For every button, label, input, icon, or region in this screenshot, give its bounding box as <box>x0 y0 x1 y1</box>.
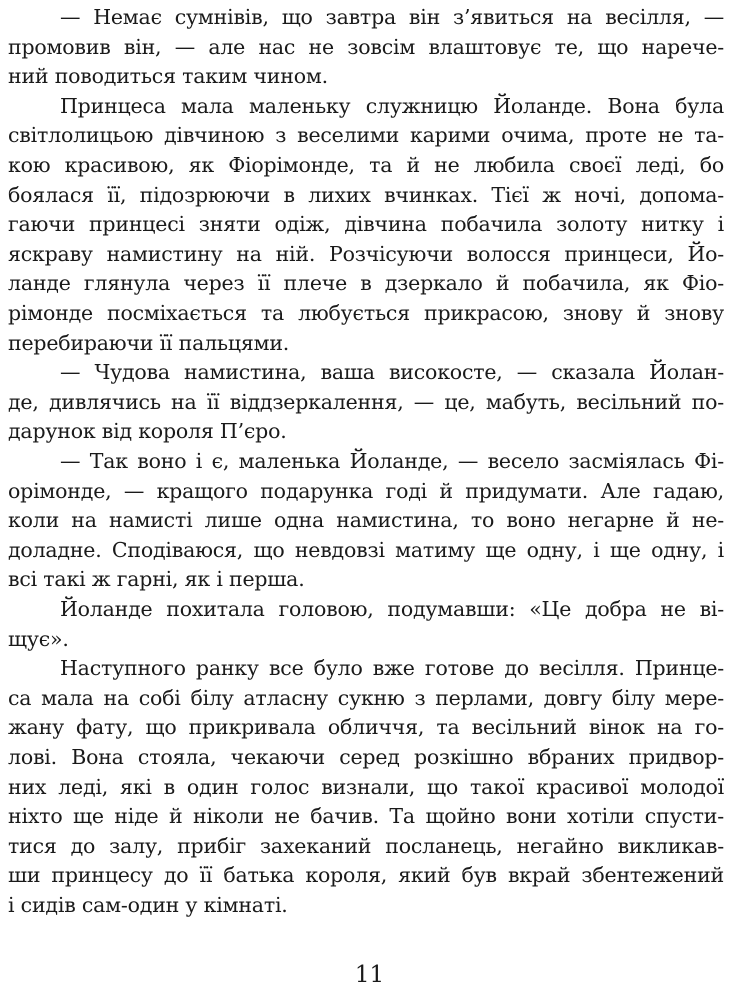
text-line: ніхто ще ніде й ніколи не бачив. Та щойно вони хотіли спусти- <box>8 804 724 829</box>
text-line: рімонде посміхається та любується прикрасою, знову й знову <box>8 301 724 325</box>
text-line: Принцеса мала маленьку служницю Йоланде. Вона була <box>60 93 724 118</box>
text-line: світлолицьою дівчиною з веселими карими очима, проте не та- <box>8 123 724 148</box>
text-line: жану фату, що прикривала обличчя, та весільний вінок на го- <box>8 715 724 740</box>
text-line: ши принцесу до її батька короля, який був вкрай збентежений <box>8 863 724 888</box>
text-line: перебираючи її пальцями. <box>8 330 290 355</box>
text-line: Наступного ранку все було вже готове до весілля. Принце- <box>60 656 724 681</box>
text-line: щує». <box>8 626 69 651</box>
text-line: дарунок від короля П’єро. <box>8 419 287 444</box>
text-line: ланде глянула через її плече в дзеркало й побачила, як Фіо- <box>8 271 724 296</box>
text-line: доладне. Сподіваюся, що невдовзі матиму ще одну, і ще одну, і <box>8 537 724 562</box>
text-line: кою красивою, як Фіорімонде, та й не любила своєї леді, бо <box>8 153 724 177</box>
page-number: 11 <box>354 962 385 988</box>
text-line: гаючи принцесі зняти одіж, дівчина побачила золоту нитку і <box>8 212 724 237</box>
text-line: — Чудова намистина, ваша високосте, — сказала Йолан- <box>60 360 724 385</box>
text-line: всі такі ж гарні, як і перша. <box>8 567 305 592</box>
text-line: — Так воно і є, маленька Йоланде, — весело засміялась Фі- <box>60 449 724 473</box>
text-line: де, дивлячись на її віддзеркалення, — це, мабуть, весільний по- <box>8 389 724 414</box>
text-line: са мала на собі білу атласну сукню з перлами, довгу білу мере- <box>8 685 724 710</box>
text-line: них леді, які в один голос визнали, що такої красивої молодої <box>8 774 724 799</box>
text-line: ний поводиться таким чином. <box>8 64 328 89</box>
text-line: — Немає сумнівів, що завтра він з’явиться на весілля, — <box>60 5 724 29</box>
text-line: тися до залу, прибіг захеканий посланець, негайно викликав- <box>8 833 724 858</box>
text-line: і сидів сам-один у кімнаті. <box>8 893 288 917</box>
text-line: промовив він, — але нас не зовсім влаштовує те, що нарече- <box>8 34 724 59</box>
text-line: орімонде, — кращого подарунка годі й придумати. Але гадаю, <box>8 478 724 503</box>
text-line: коли на намисті лише одна намистина, то воно негарне й не- <box>8 508 724 533</box>
text-line: Йоланде похитала головою, подумавши: «Це добра не ві- <box>60 597 724 621</box>
text-line: боялася її, підозрюючи в лихих вчинках. Тієї ж ночі, допома- <box>8 182 724 207</box>
text-line: яскраву намистину на ній. Розчісуючи волосся принцеси, Йо- <box>8 241 724 266</box>
text-line: лові. Вона стояла, чекаючи серед розкішно вбраних придвор- <box>8 745 724 769</box>
